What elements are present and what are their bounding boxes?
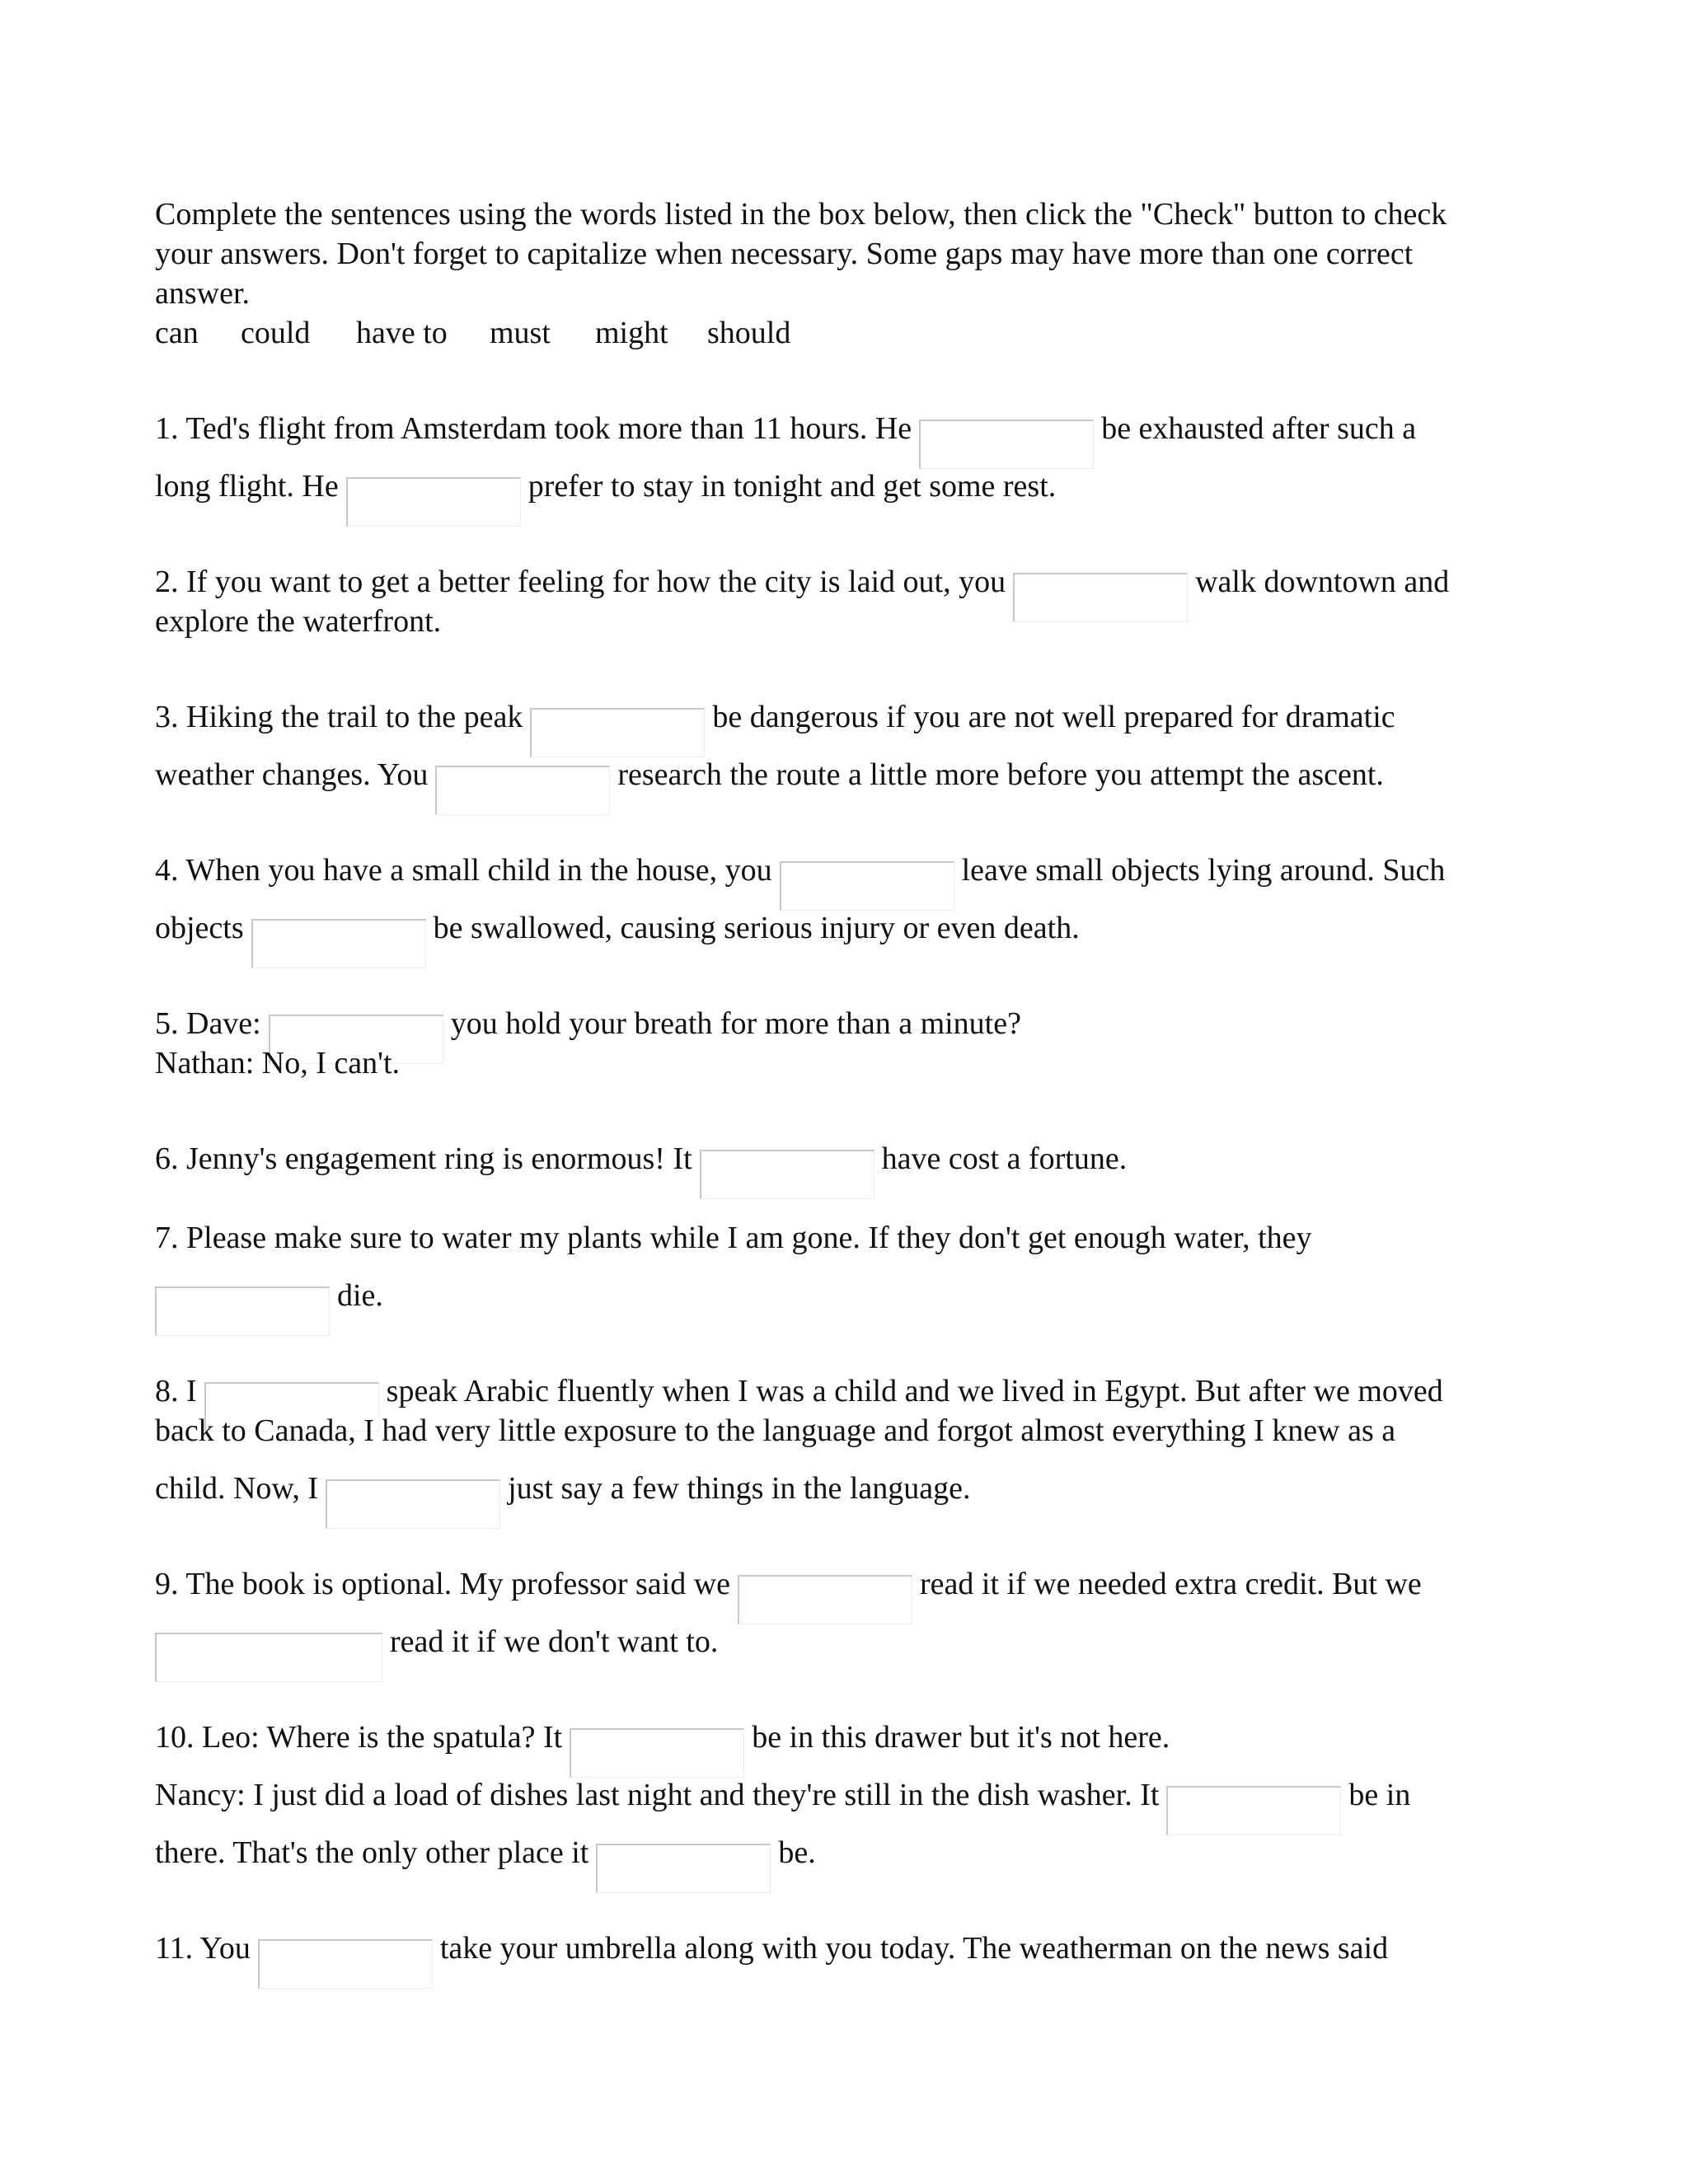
answer-gap[interactable] bbox=[780, 861, 954, 911]
question-text: be. bbox=[778, 1835, 816, 1870]
question-11-line bbox=[155, 1929, 1533, 1989]
question-text: The book is optional. My professor said we bbox=[185, 1567, 731, 1601]
answer-gap[interactable] bbox=[919, 419, 1094, 469]
question-5-line: Nathan: No, I can't. bbox=[155, 1046, 401, 1080]
answer-gap[interactable] bbox=[346, 477, 521, 527]
instructions-line: answer. bbox=[155, 276, 251, 311]
question-number: 3. bbox=[155, 700, 179, 734]
question-text: read it if we don't want to. bbox=[390, 1624, 719, 1659]
question-3-line bbox=[155, 697, 1533, 757]
question-text: you hold your breath for more than a minute? bbox=[450, 1006, 1021, 1041]
question-text: You bbox=[199, 1931, 251, 1966]
question-number: 10. bbox=[155, 1720, 195, 1755]
answer-gap[interactable] bbox=[251, 919, 426, 968]
question-number: 2. bbox=[155, 565, 179, 599]
question-text: weather changes. You bbox=[155, 757, 429, 792]
question-1-line bbox=[155, 466, 1533, 527]
question-text: long flight. He bbox=[155, 469, 339, 504]
question-number: 4. bbox=[155, 853, 179, 888]
word-box-item: could bbox=[241, 316, 311, 350]
question-text: take your umbrella along with you today. The weatherman on the news said bbox=[439, 1931, 1389, 1966]
question-2-line: explore the waterfront. bbox=[155, 604, 442, 639]
question-4-line bbox=[155, 851, 1533, 911]
word-box-item: might bbox=[595, 316, 668, 350]
question-number: 1. bbox=[155, 411, 179, 446]
instructions-line: your answers. Don't forget to capitalize when necessary. Some gaps may have more than one correct bbox=[155, 237, 1414, 271]
question-number: 11. bbox=[155, 1931, 194, 1966]
answer-gap[interactable] bbox=[155, 1633, 382, 1682]
question-7-line bbox=[155, 1276, 1533, 1336]
question-text: speak Arabic fluently when I was a child and we lived in Egypt. But after we moved bbox=[386, 1374, 1443, 1408]
question-text: be in this drawer but it's not here. bbox=[752, 1720, 1170, 1755]
word-box-item: must bbox=[490, 316, 551, 350]
instructions-line: Complete the sentences using the words listed in the box below, then click the "Check" button to check bbox=[155, 197, 1447, 232]
question-text: Please make sure to water my plants while I am gone. If they don't get enough water, they bbox=[186, 1221, 1312, 1255]
question-7-line bbox=[155, 1218, 1533, 1258]
answer-gap[interactable] bbox=[326, 1479, 500, 1529]
word-box-item: have to bbox=[356, 316, 448, 350]
answer-gap[interactable] bbox=[596, 1844, 771, 1893]
question-number: 7. bbox=[155, 1221, 179, 1255]
question-10-line bbox=[155, 1718, 1533, 1778]
question-text: prefer to stay in tonight and get some rest. bbox=[528, 469, 1057, 504]
word-box bbox=[155, 313, 1533, 353]
question-text: just say a few things in the language. bbox=[508, 1471, 971, 1506]
question-9-line bbox=[155, 1564, 1533, 1624]
question-3-line bbox=[155, 755, 1533, 815]
question-text: Leo: Where is the spatula? It bbox=[202, 1720, 563, 1755]
question-number: 9. bbox=[155, 1567, 179, 1601]
question-text: be exhausted after such a bbox=[1101, 411, 1417, 446]
question-text: be in bbox=[1348, 1778, 1411, 1812]
question-4-line bbox=[155, 908, 1533, 968]
question-text: I bbox=[186, 1374, 197, 1408]
question-text: leave small objects lying around. Such bbox=[961, 853, 1446, 888]
question-text: have cost a fortune. bbox=[881, 1141, 1128, 1176]
question-8-line bbox=[155, 1469, 1533, 1529]
question-text: research the route a little more before you attempt the ascent. bbox=[617, 757, 1384, 792]
question-text: Nancy: I just did a load of dishes last night and they're still in the dish washer. It bbox=[155, 1778, 1160, 1812]
question-text: be dangerous if you are not well prepared for dramatic bbox=[712, 700, 1395, 734]
answer-gap[interactable] bbox=[1166, 1786, 1341, 1835]
question-text: there. That's the only other place it bbox=[155, 1835, 589, 1870]
question-number: 5. bbox=[155, 1006, 179, 1041]
question-text: die. bbox=[337, 1278, 383, 1313]
answer-gap[interactable] bbox=[570, 1728, 744, 1778]
answer-gap[interactable] bbox=[530, 708, 705, 757]
question-1-line bbox=[155, 409, 1533, 469]
answer-gap[interactable] bbox=[738, 1575, 912, 1624]
question-text: When you have a small child in the house, you bbox=[185, 853, 772, 888]
answer-gap[interactable] bbox=[155, 1286, 330, 1336]
question-number: 8. bbox=[155, 1374, 179, 1408]
question-text: Hiking the trail to the peak bbox=[186, 700, 523, 734]
question-text: If you want to get a better feeling for how the city is laid out, you bbox=[186, 565, 1006, 599]
question-text: Dave: bbox=[186, 1006, 261, 1041]
question-text: Jenny's engagement ring is enormous! It bbox=[186, 1141, 692, 1176]
question-text: be swallowed, causing serious injury or even death. bbox=[433, 911, 1080, 945]
question-text: walk downtown and bbox=[1195, 565, 1450, 599]
question-text: objects bbox=[155, 911, 244, 945]
answer-gap[interactable] bbox=[700, 1150, 874, 1199]
question-10-line bbox=[155, 1775, 1533, 1835]
question-6-line bbox=[155, 1139, 1533, 1199]
question-number: 6. bbox=[155, 1141, 179, 1176]
question-text: read it if we needed extra credit. But we bbox=[920, 1567, 1422, 1601]
question-9-line bbox=[155, 1622, 1533, 1682]
question-text: Ted's flight from Amsterdam took more than 11 hours. He bbox=[185, 411, 912, 446]
word-box-item: should bbox=[707, 316, 791, 350]
word-box-item: can bbox=[155, 316, 199, 350]
answer-gap[interactable] bbox=[435, 766, 610, 815]
question-10-line bbox=[155, 1833, 1533, 1893]
question-8-line: back to Canada, I had very little exposure to the language and forgot almost everything I knew as a bbox=[155, 1413, 1396, 1448]
answer-gap[interactable] bbox=[258, 1939, 433, 1989]
question-text: child. Now, I bbox=[155, 1471, 319, 1506]
